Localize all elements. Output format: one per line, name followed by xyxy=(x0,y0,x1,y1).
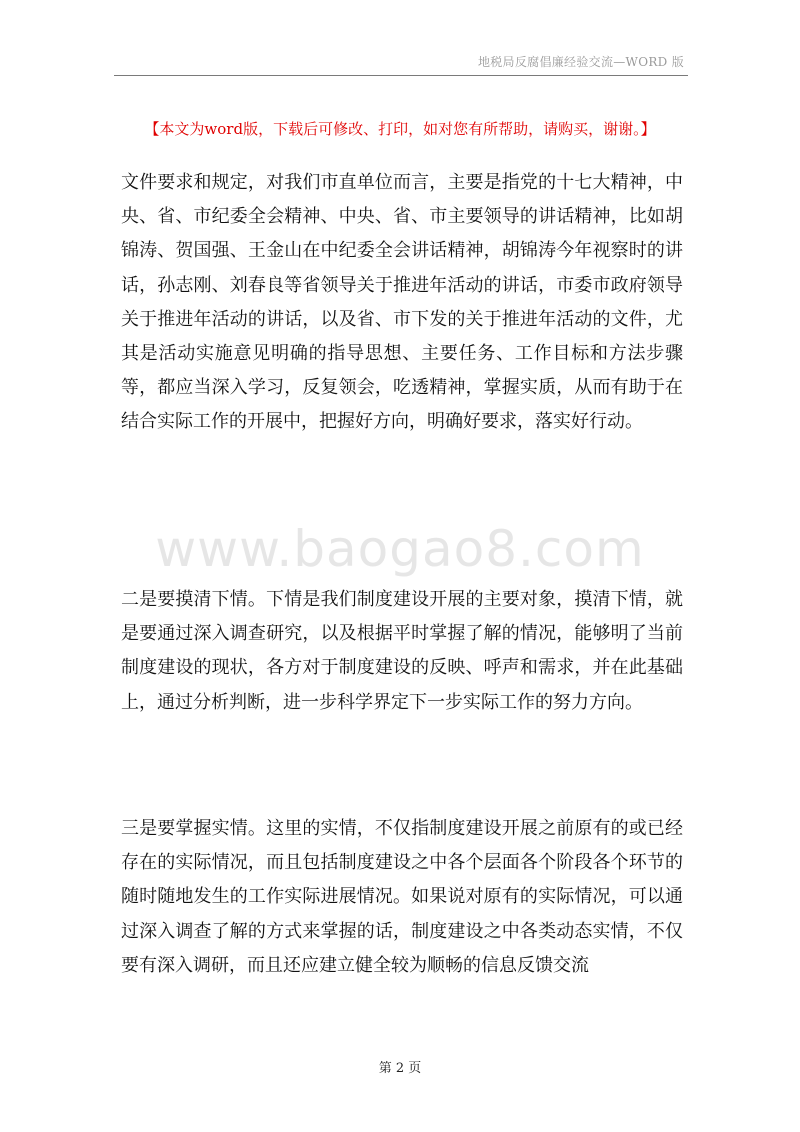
purchase-notice: 【本文为word版，下载后可修改、打印，如对您有所帮助，请购买，谢谢。】 xyxy=(144,120,656,138)
paragraph: 文件要求和规定，对我们市直单位而言，主要是指党的十七大精神，中央、省、市纪委全会精神、中央、省、市主要领导的讲话精神，比如胡锦涛、贺国强、王金山在中纪委全会讲话精神，胡锦涛今年视察时的讲话，孙志刚、刘春良等省领导关于推进年活动的讲话，市委市政府领导关于推进年活动的讲话，以及省、市下发的关于推进年活动的文件，尤其是活动实施意见明确的指导思想、主要任务、工作目标和方法步骤等，都应当深入学习，反复领会，吃透精神，掌握实质，从而有助于在结合实际工作的开展中，把握好方向，明确好要求，落实好行动。 xyxy=(121,172,683,433)
watermark: www.baogao8.com xyxy=(155,520,645,578)
header-divider xyxy=(114,75,688,76)
running-header: 地税局反腐倡廉经验交流—WORD 版 xyxy=(477,55,684,69)
page-number: 第 2 页 xyxy=(378,1061,422,1076)
paragraph: 三是要掌握实情。这里的实情，不仅指制度建设开展之前原有的或已经存在的实际情况，而且包括制度建设之中各个层面各个阶段各个环节的随时随地发生的工作实际进展情况。如果说对原有的实际情况，可以通过深入调查了解的方式来掌握的话，制度建设之中各类动态实情，不仅要有深入调研，而且还应建立健全较为顺畅的信息反馈交流 xyxy=(121,818,683,976)
paragraph: 二是要摸清下情。下情是我们制度建设开展的主要对象，摸清下情，就是要通过深入调查研究，以及根据平时掌握了解的情况，能够明了当前制度建设的现状，各方对于制度建设的反映、呼声和需求，并在此基础上，通过分析判断，进一步科学界定下一步实际工作的努力方向。 xyxy=(121,589,683,713)
